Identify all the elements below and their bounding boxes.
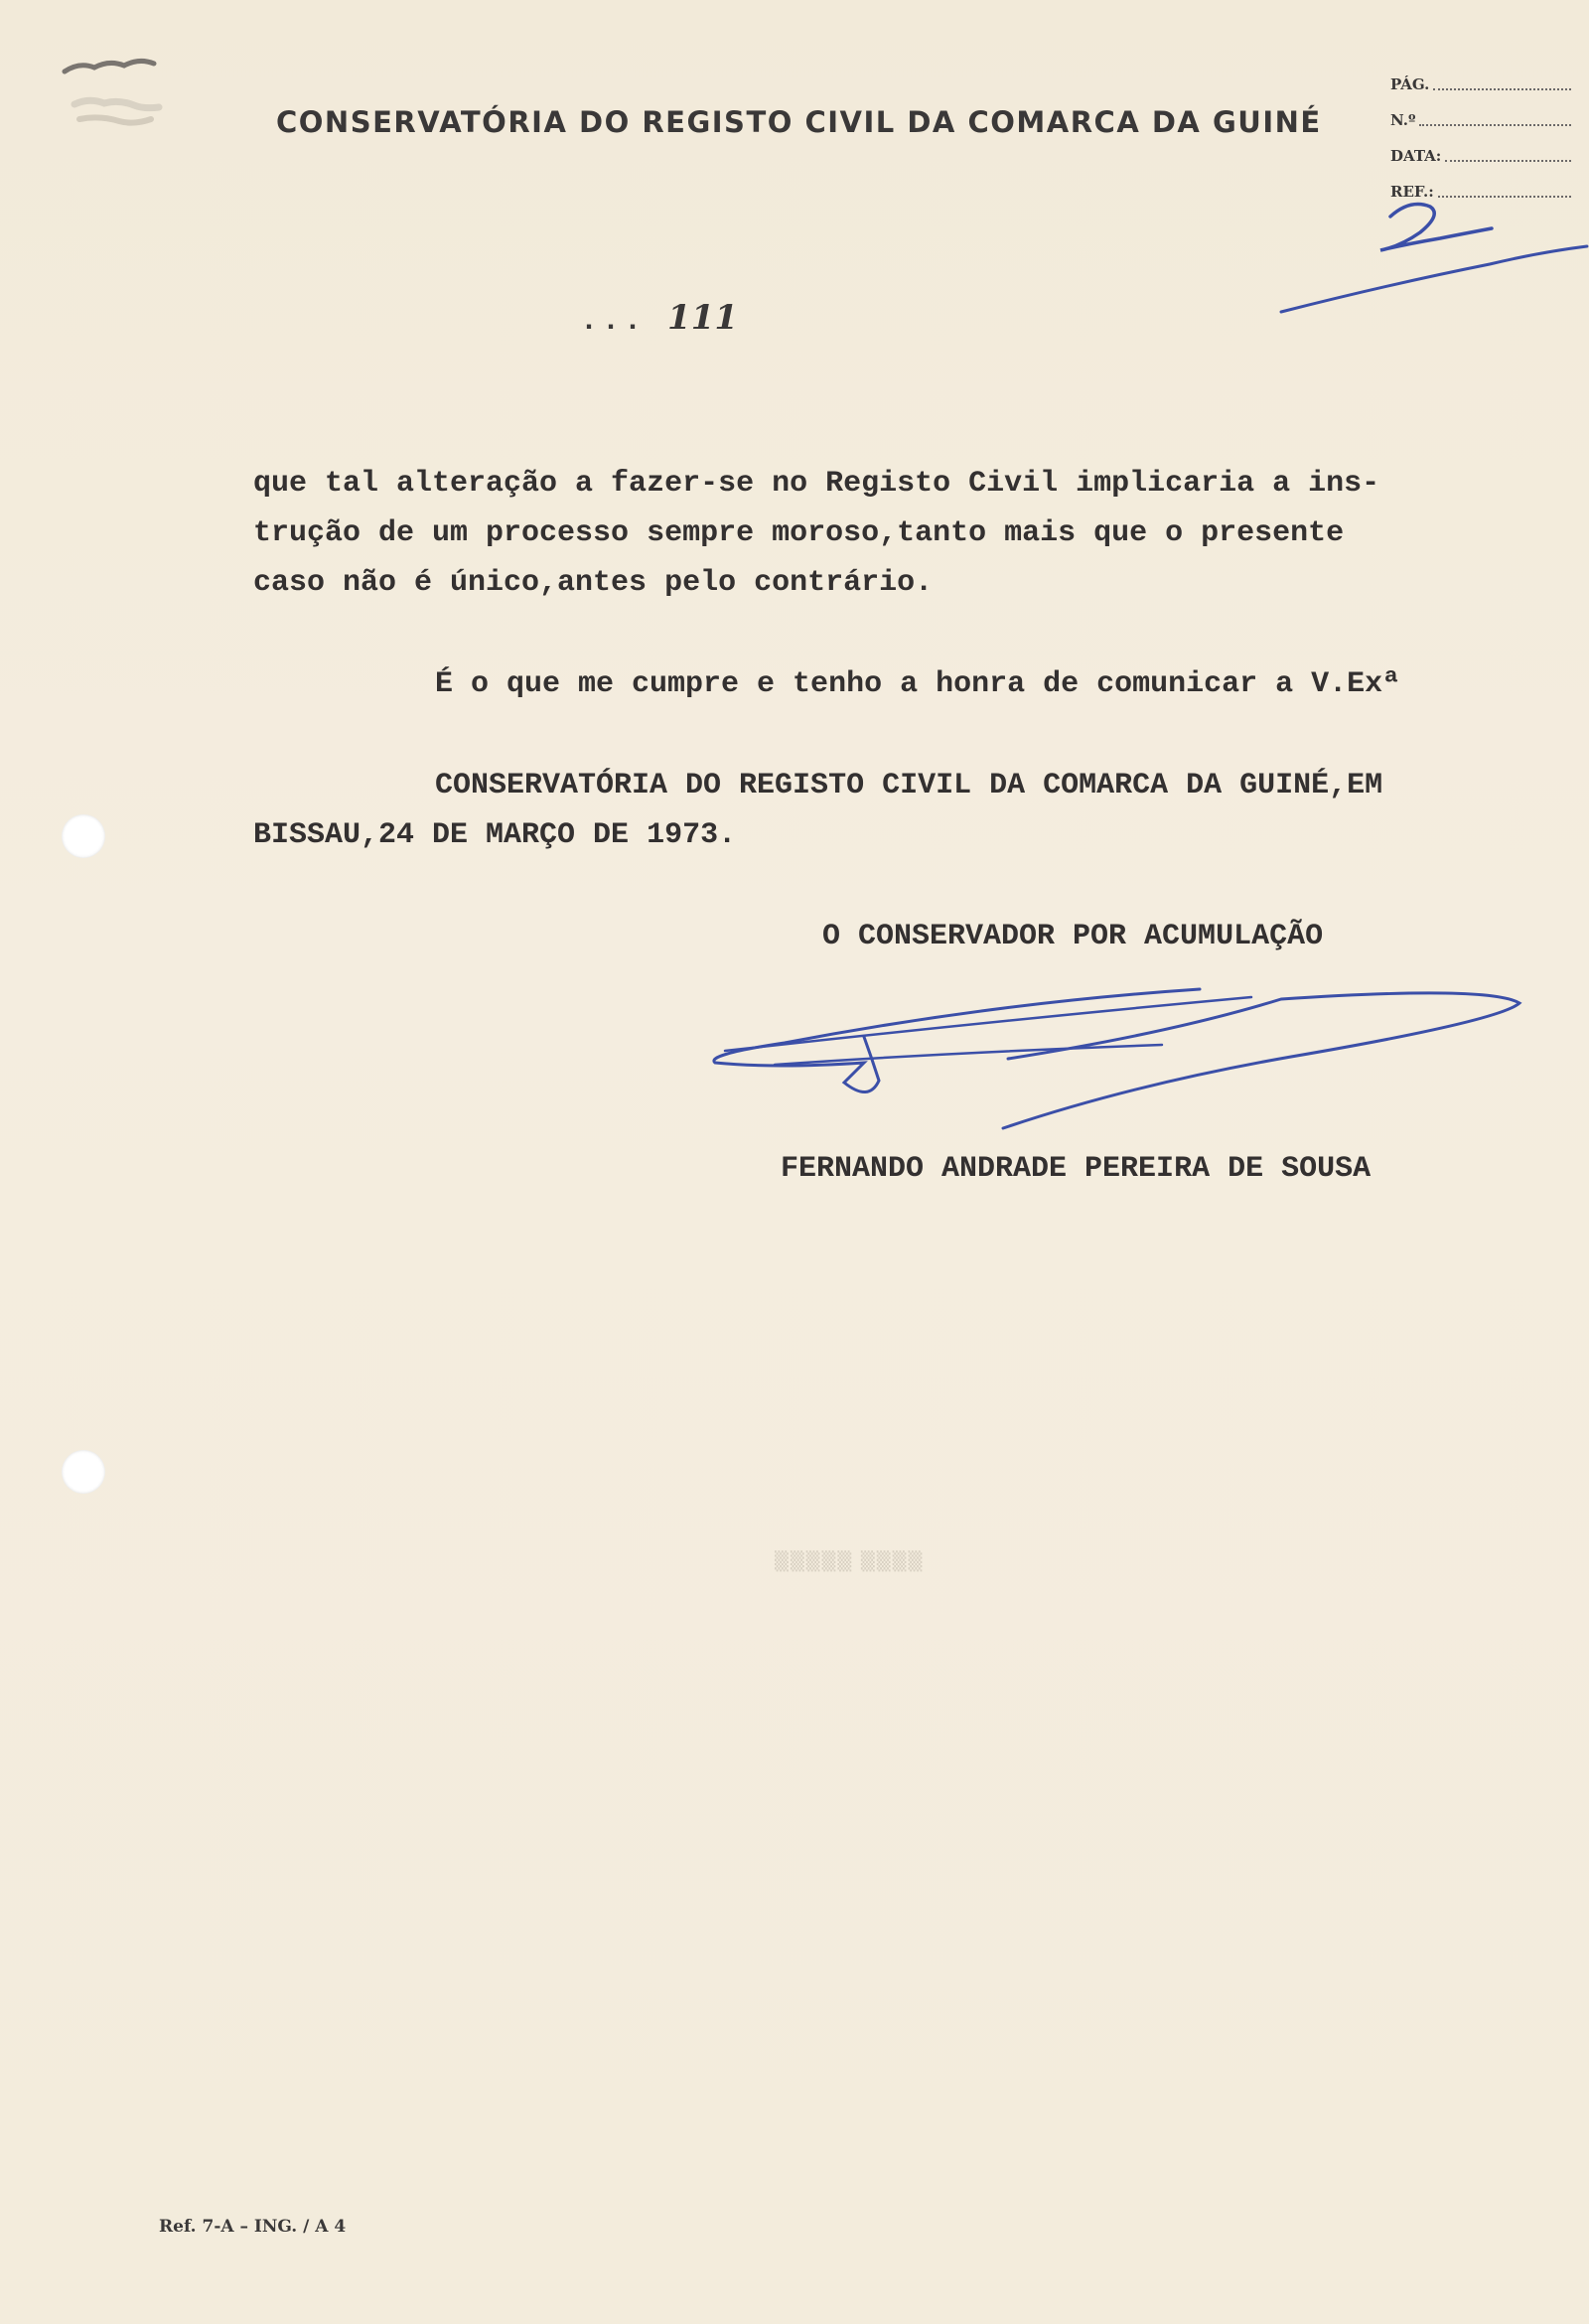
ref-pag-label: PÁG.: [1390, 75, 1430, 93]
ref-data-label: DATA:: [1390, 147, 1442, 165]
ref-num-row: [1390, 93, 1571, 129]
faint-stamp-impression: ▒▒▒▒▒ ▒▒▒▒: [775, 1551, 925, 1572]
ref-pag-row: [1390, 58, 1571, 93]
handwritten-continuation: 111: [667, 298, 739, 338]
letterhead-title: CONSERVATÓRIA DO REGISTO CIVIL DA COMARCA DA GUINÉ: [276, 105, 1322, 139]
continuation-dots: ...: [580, 305, 647, 339]
handwritten-page-number: [1271, 189, 1589, 328]
ref-num-label: N.º: [1390, 111, 1416, 129]
signature-title: O CONSERVADOR POR ACUMULAÇÃO: [822, 920, 1324, 953]
continuation-mark: [580, 298, 738, 339]
closing-line1: CONSERVATÓRIA DO REGISTO CIVIL DA COMARCA DA GUINÉ,EM: [435, 769, 1383, 802]
ref-pag-line: [1433, 88, 1571, 90]
punch-hole-top: [62, 814, 105, 858]
paragraph1-line3: caso não é único,antes pelo contrário.: [253, 566, 934, 600]
signatory-name: FERNANDO ANDRADE PEREIRA DE SOUSA: [781, 1152, 1372, 1186]
ref-data-row: [1390, 129, 1571, 165]
handwritten-signature: [695, 973, 1539, 1142]
paragraph1-line1: que tal alteração a fazer-se no Registo Civil implicaria a ins-: [253, 467, 1380, 501]
staple-mark-icon: [60, 50, 169, 149]
punch-hole-bottom: [62, 1450, 105, 1494]
ref-ref-label: REF.:: [1390, 183, 1434, 201]
footer-form-ref: Ref. 7-A – ING. / A 4: [159, 2217, 347, 2237]
ref-data-line: [1445, 160, 1571, 162]
closing-line2: BISSAU,24 DE MARÇO DE 1973.: [253, 818, 737, 852]
paragraph1-line2: trução de um processo sempre moroso,tanto mais que o presente: [253, 516, 1345, 550]
ref-num-line: [1419, 124, 1571, 126]
reference-box: [1390, 58, 1571, 201]
paragraph2: É o que me cumpre e tenho a honra de comunicar a V.Exª: [435, 667, 1401, 701]
